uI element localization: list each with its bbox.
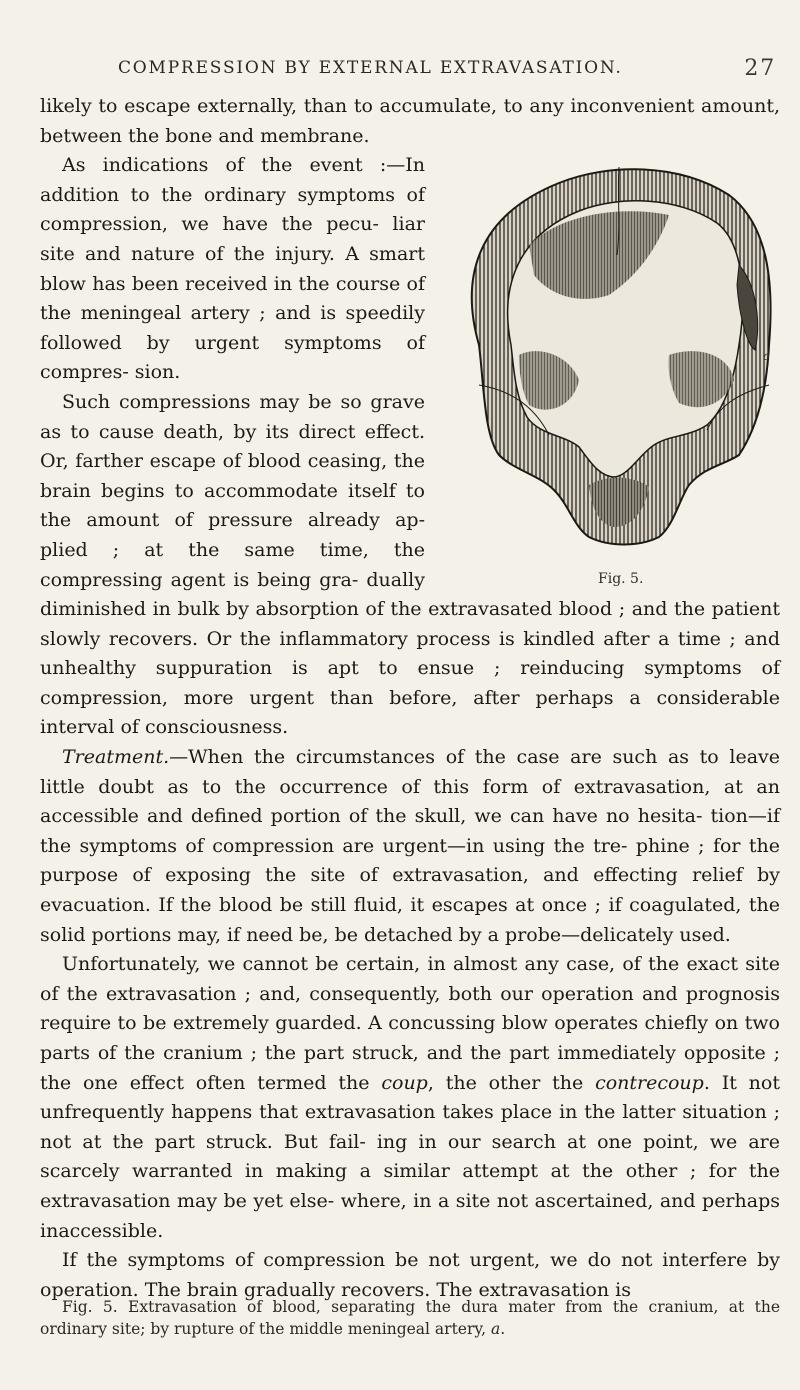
paragraph-1: likely to escape externally, than to accumulate, to any inconvenient amount, between the bone and membrane. <box>40 95 780 147</box>
paragraph-5-part-c: . It not unfrequently happens that extravasation takes place in the latter situation ; not at the part struck. But fail- ing in our search at one point, we are scarcely warranted in making a similar attempt at the other ; for the extravasation may be yet else- where, in a site not ascertained, and perhaps inaccessible. <box>40 1071 780 1242</box>
paragraph-6: If the symptoms of compression be not urgent, we do not interfere by operation. The brain gradually recovers. The extravasation is <box>40 1249 780 1301</box>
figure-footnote <box>40 1296 780 1340</box>
book-page <box>40 0 780 1390</box>
footnote-marker: a <box>490 1320 501 1338</box>
treatment-text: —When the circumstances of the case are such as to leave little doubt as to the occurrence of this form of extravasation, at an accessible and defined portion of the skull, we can have no hesita- tion—if the symptoms of compression are urgent—in using the tre- phine ; for the purpose of exposing the site of extravasation, and effecting relief by evacuation. If the blood be still fluid, it escapes at once ; if coagulated, the solid portions may, if need be, be detached by a probe—delicately used. <box>40 746 780 946</box>
paragraph-3: Such compressions may be so grave as to cause death, by its direct effect. Or, farther escape of blood ceasing, the brain begins to accommodate itself to the amount of pressure already ap- plied ; at the same time, the compressing agent is being gra- dually diminished in bulk by absorption of the extravasated blood ; and the patient slowly recovers. Or the inflammatory process is kindled after a time ; and unhealthy suppuration is apt to ensue ; reinducing symptoms of compression, more urgent than before, after perhaps a considerable interval of consciousness. <box>40 390 780 739</box>
term-contrecoup: contrecoup <box>595 1071 704 1094</box>
body-text <box>40 92 780 1305</box>
paragraph-treatment <box>40 743 780 950</box>
page-number: 27 <box>744 56 776 81</box>
footnote-text: Fig. 5. Extravasation of blood, separating the dura mater from the cranium, at the ordinary site; by rupture of the middle meningeal artery, <box>40 1298 780 1338</box>
paragraph-2: As indications of the event :—In addition to the ordinary symptoms of compression, we have the pecu- liar site and nature of the injury. A smart blow has been received in the course of the meningeal artery ; and is speedily followed by urgent symptoms of compres- sion. <box>40 154 425 384</box>
running-head-title: COMPRESSION BY EXTERNAL EXTRAVASATION. <box>118 58 623 78</box>
running-head <box>40 58 780 84</box>
figure-caption-label: Fig. 5. <box>598 571 644 588</box>
paragraph-5 <box>40 950 780 1246</box>
treatment-heading: Treatment. <box>62 746 170 769</box>
paragraph-5-part-a: Unfortunately, we cannot be certain, in almost any case, of the exact site of the extravasation ; and, consequently, both our operation and prognosis require to be extremely guarded. A concussing blow operates chiefly on two parts of the cranium ; the part struck, and the part immediately opposite ; the one effect often termed the <box>40 953 780 1094</box>
paragraph-5-part-b: , the other the <box>427 1071 596 1094</box>
figure-marker-a: a <box>763 349 771 364</box>
skull-section-illustration <box>439 155 784 590</box>
footnote-end: . <box>500 1320 506 1338</box>
figure-5 <box>439 155 784 590</box>
term-coup: coup <box>381 1071 428 1094</box>
